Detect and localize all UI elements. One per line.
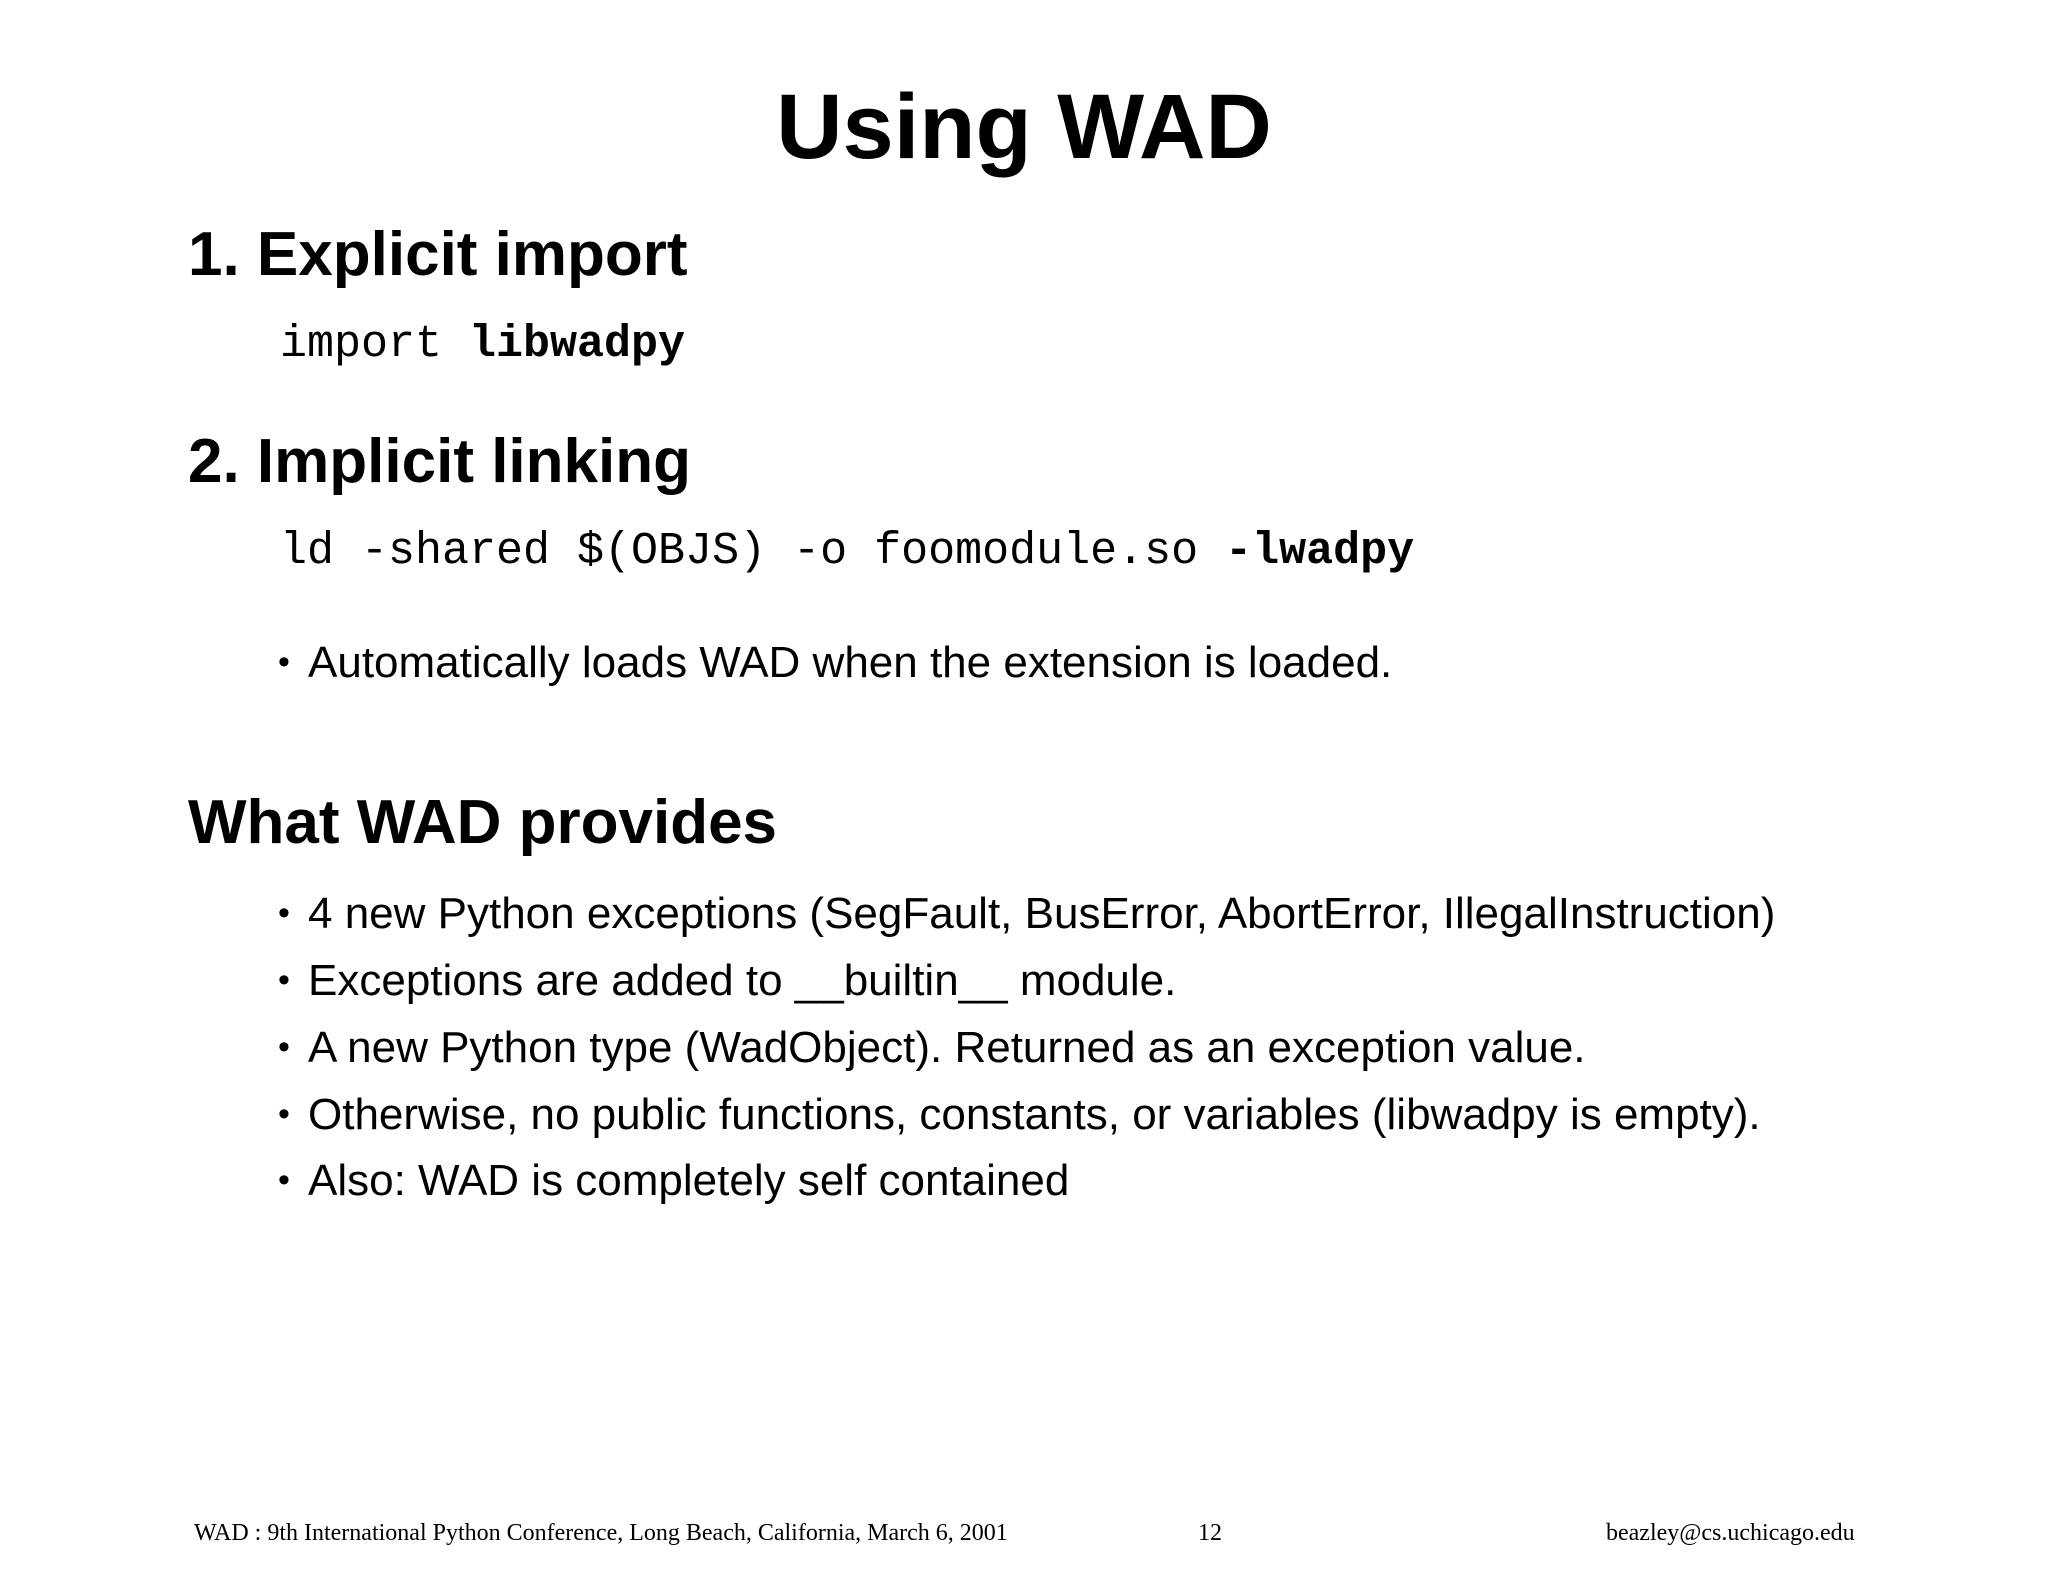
- list-item: [278, 1152, 1069, 1209]
- bullet-dot: •: [278, 1028, 290, 1066]
- list-item: [278, 885, 1775, 942]
- section-heading-implicit-linking: 2. Implicit linking: [188, 427, 691, 496]
- list-item: [278, 1086, 1761, 1143]
- code-import-keyword: import: [280, 319, 470, 370]
- bullet-text: A new Python type (WadObject). Returned as an exception value.: [308, 1023, 1586, 1072]
- list-item: [278, 952, 1176, 1009]
- code-link-flag: -lwadpy: [1225, 526, 1415, 577]
- slide-title: Using WAD: [776, 76, 1272, 178]
- bullet-text: Otherwise, no public functions, constants, or variables (libwadpy is empty).: [308, 1090, 1761, 1139]
- bullet-text: Automatically loads WAD when the extension is loaded.: [308, 638, 1393, 687]
- code-link-command: ld -shared $(OBJS) -o foomodule.so: [280, 526, 1226, 577]
- bullet-dot: •: [278, 1095, 290, 1133]
- bullet-dot: •: [278, 1161, 290, 1199]
- section-heading-what-wad-provides: What WAD provides: [188, 788, 778, 857]
- bullet-text: 4 new Python exceptions (SegFault, BusError, AbortError, IllegalInstruction): [308, 889, 1776, 938]
- footer-conference: WAD : 9th International Python Conference, Long Beach, California, March 6, 2001: [194, 1520, 1008, 1546]
- section-heading-explicit-import: 1. Explicit import: [188, 220, 688, 289]
- footer-page-number: 12: [1198, 1520, 1222, 1546]
- list-item: [278, 1019, 1586, 1076]
- code-import-module: libwadpy: [469, 319, 686, 370]
- footer-email: beazley@cs.uchicago.edu: [1606, 1520, 1855, 1546]
- code-line-import: [280, 318, 685, 372]
- bullet-text: Exceptions are added to __builtin__ module.: [308, 956, 1177, 1005]
- code-line-link: [280, 525, 1414, 579]
- bullet-auto-load: [278, 634, 1392, 691]
- bullet-dot: •: [278, 643, 290, 681]
- bullet-dot: •: [278, 961, 290, 999]
- bullet-dot: •: [278, 894, 290, 932]
- bullet-text: Also: WAD is completely self contained: [308, 1156, 1070, 1205]
